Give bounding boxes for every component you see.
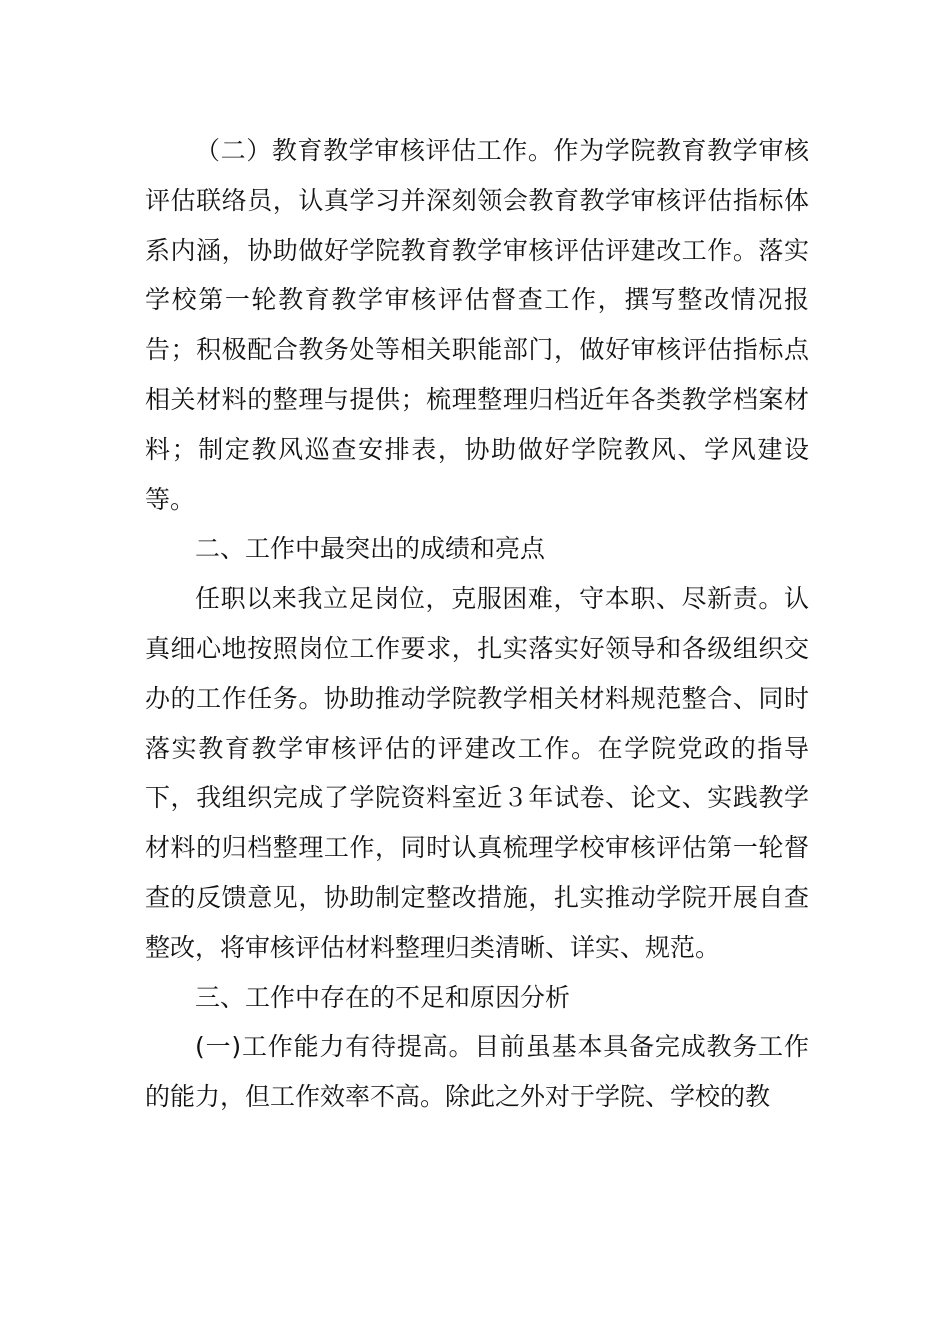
paragraph-audit-evaluation: （二）教育教学审核评估工作。作为学院教育教学审核评估联络员，认真学习并深刻领会教育教学审核评估指标体系内涵，协助做好学院教育教学审核评估评建改工作。落实学校第一轮教育教学审核评估督查工作，撰写整改情况报告；积极配合教务处等相关职能部门，做好审核评估指标点相关材料的整理与提供；梳理整理归档近年各类教学档案材料；制定教风巡查安排表，协助做好学院教风、学风建设等。 (145, 136, 809, 514)
section-heading-shortcomings: 三、工作中存在的不足和原因分析 (195, 982, 571, 1012)
paragraph-achievements: 任职以来我立足岗位，克服困难，守本职、尽新责。认真细心地按照岗位工作要求，扎实落实好领导和各级组织交办的工作任务。协助推动学院教学相关材料规范整合、同时落实教育教学审核评估的评建改工作。在学院党政的指导下，我组织完成了学院资料室近３年试卷、论文、实践教学材料的归档整理工作，同时认真梳理学校审核评估第一轮督查的反馈意见，协助制定整改措施，扎实推动学院开展自查整改，将审核评估材料整理归类清晰、详实、规范。 (145, 584, 809, 962)
section-heading-achievements: 二、工作中最突出的成绩和亮点 (195, 534, 546, 564)
document-body (145, 126, 809, 1122)
paragraph-work-ability: (一)工作能力有待提高。目前虽基本具备完成教务工作的能力，但工作效率不高。除此之外对于学院、学校的教 (145, 1032, 809, 1112)
